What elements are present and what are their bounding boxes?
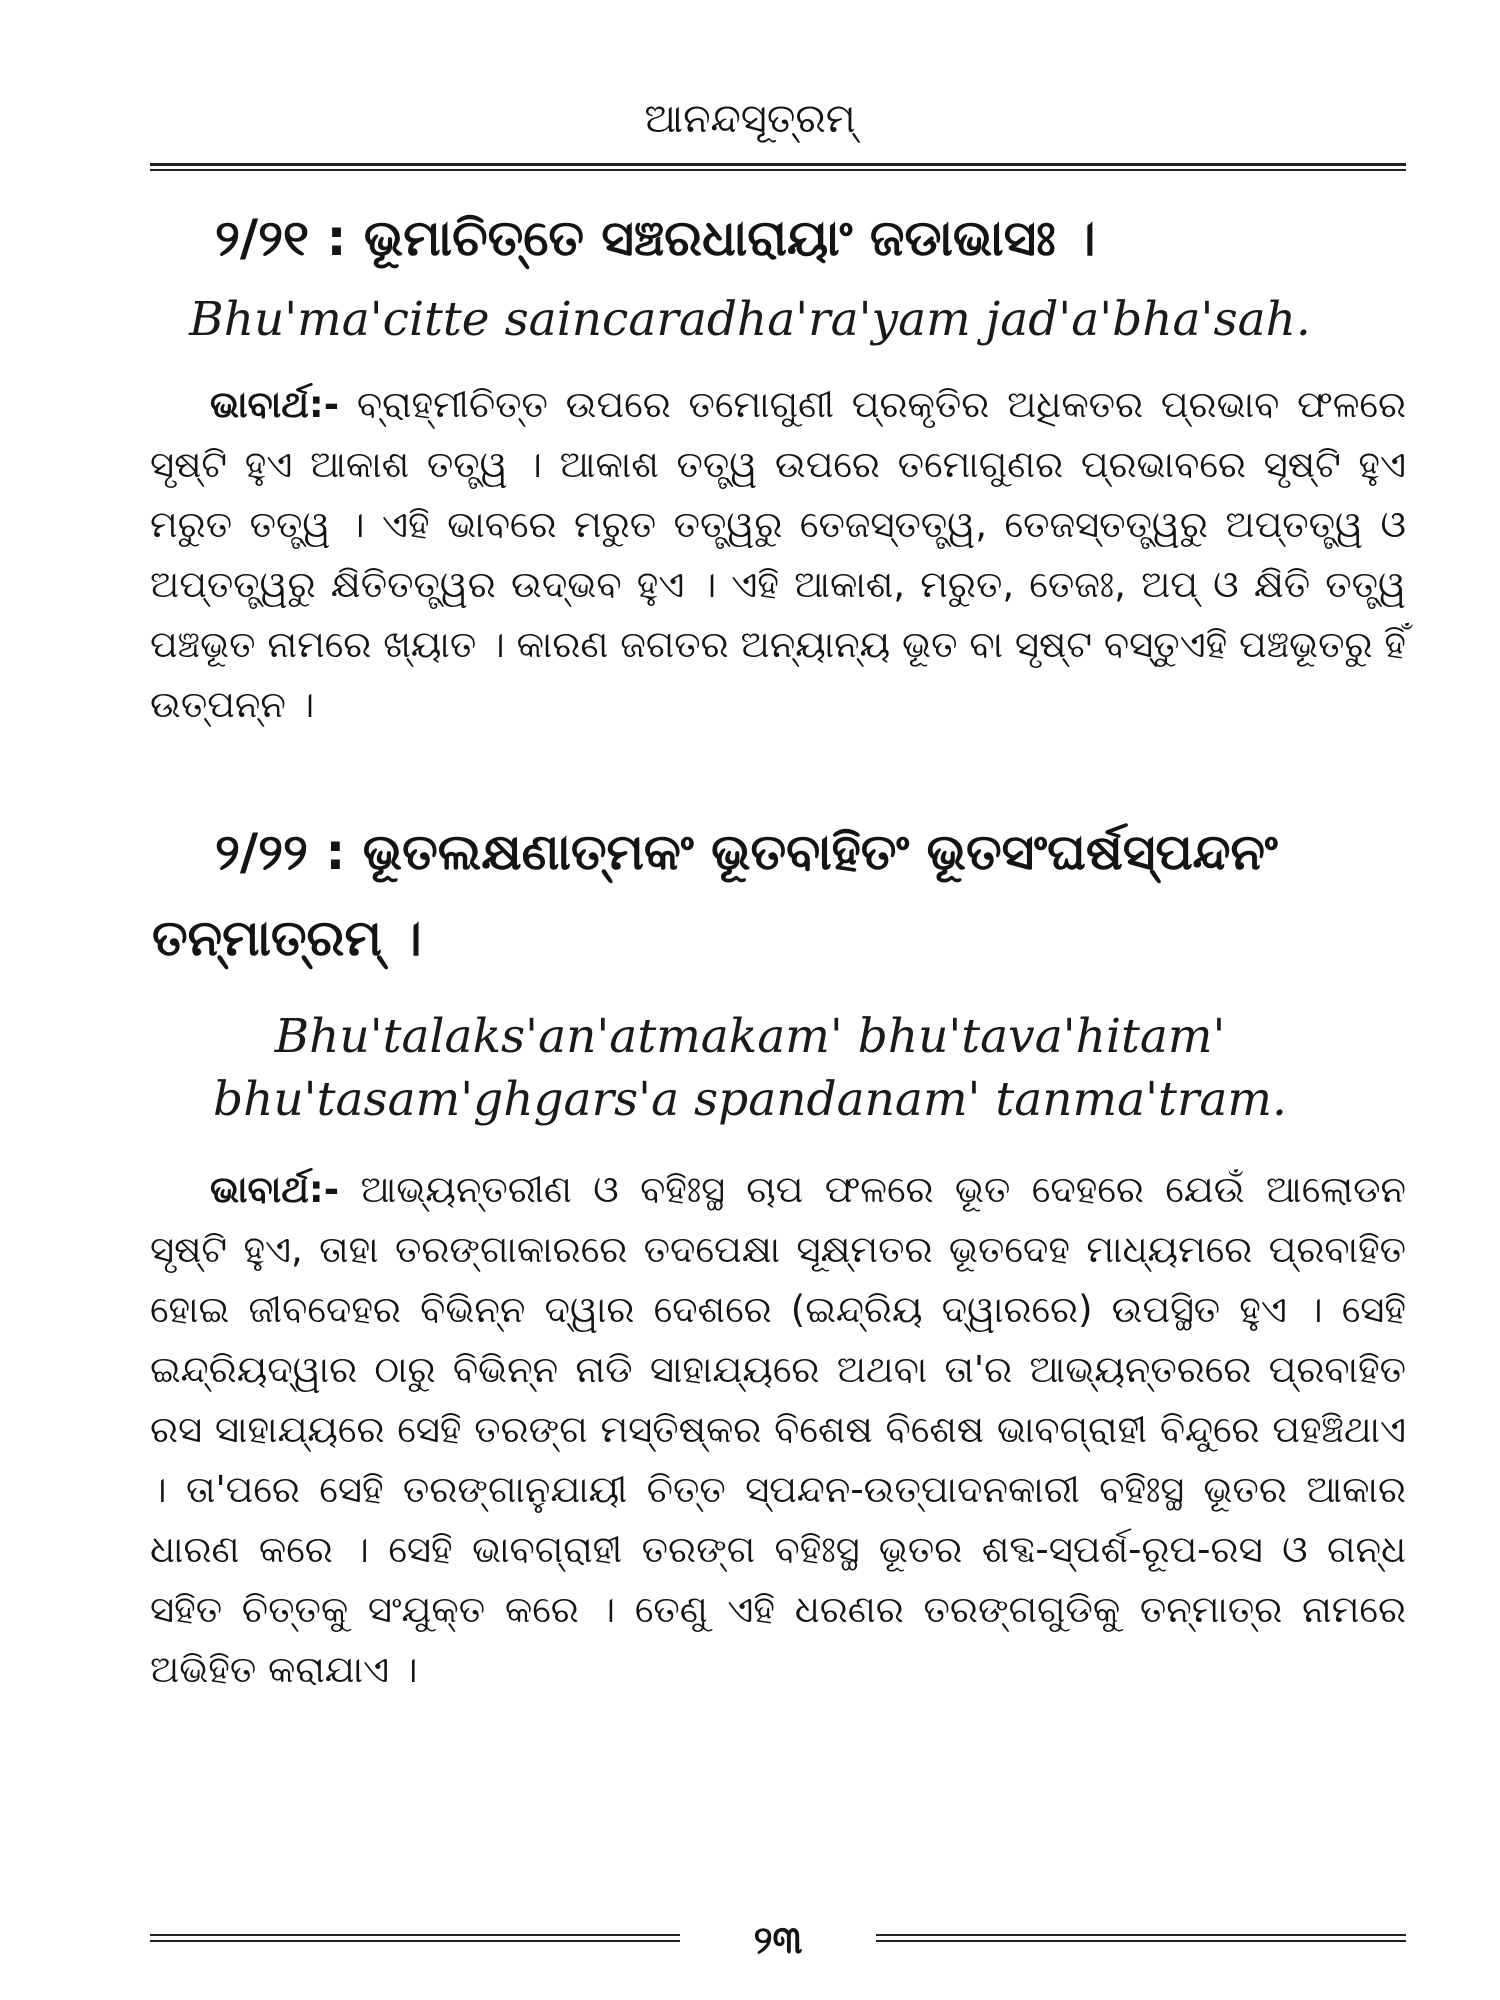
sutra-21-meaning bbox=[150, 375, 1406, 735]
sutra-22-heading-line1: ୨/୨୨ : ଭୂତଲକ୍ଷଣାତ୍ମକଂ ଭୂତବାହିତଂ ଭୂତସଂଘର୍ଷସ୍ପନ୍ଦନଂ bbox=[215, 823, 1278, 881]
sutra-21-transliteration: Bhu'ma'citte saincaradha'ra'yam jad'a'bha'sah. bbox=[189, 292, 1311, 347]
meaning-label: ଭାବାର୍ଥ:- bbox=[210, 383, 340, 426]
page-footer bbox=[150, 1920, 1406, 1960]
sutra-22-transliteration-line1: Bhu'talaks'an'atmakam' bhu'tava'hitam' bbox=[274, 1009, 1226, 1064]
sutra-22-meaning bbox=[150, 1160, 1406, 1700]
running-header: ଆନନ୍ଦସୂତ୍ରମ୍ bbox=[644, 96, 856, 142]
sutra-21-heading: ୨/୨୧ : ଭୂମାଚିତ୍ତେ ସଞ୍ଚରଧାରାୟାଂ ଜଡାଭାସଃ । bbox=[215, 209, 1096, 267]
header-double-rule bbox=[150, 163, 1406, 175]
footer-rule-left bbox=[150, 1934, 680, 1944]
meaning-label: ଭାବାର୍ଥ:- bbox=[210, 1168, 340, 1211]
sutra-22-transliteration-line2: bhu'tasam'ghgars'a spandanam' tanma'tram. bbox=[213, 1072, 1287, 1127]
page-number: ୨୩ bbox=[753, 1918, 803, 1962]
footer-rule-right bbox=[876, 1934, 1406, 1944]
meaning-text: ଆଭ୍ୟନ୍ତରୀଣ ଓ ବହିଃସ୍ଥ ଚାପ ଫଳରେ ଭୂତ ଦେହରେ ଯେଉଁ ଆଲୋଡନ ସୃଷ୍ଟି ହୁଏ, ତାହା ତରଙ୍ଗାକାରରେ ତଦପେକ୍ଷା ସୂକ୍ଷ୍ମତର ଭୂତଦେହ ମାଧ୍ୟମରେ ପ୍ରବାହିତ ହୋଇ ଜୀବଦେହର ବିଭିନ୍ନ ଦ୍ୱାର ଦେଶରେ (ଇନ୍ଦ୍ରିୟ ଦ୍ୱାରରେ) ଉପସ୍ଥିତ ହୁଏ । ସେହି ଇନ୍ଦ୍ରିୟଦ୍ୱାର ଠାରୁ ବିଭିନ୍ନ ନାଡି ସାହାଯ୍ୟରେ ଅଥବା ତା'ର ଆଭ୍ୟନ୍ତରରେ ପ୍ରବାହିତ ରସ ସାହାଯ୍ୟରେ ସେହି ତରଙ୍ଗ ମସ୍ତିଷ୍କର ବିଶେଷ ବିଶେଷ ଭାବଗ୍ରାହୀ ବିନ୍ଦୁରେ ପହଞ୍ଚିଥାଏ । ତା'ପରେ ସେହି ତରଙ୍ଗାନୁଯାୟୀ ଚିତ୍ତ ସ୍ପନ୍ଦନ-ଉତ୍ପାଦନକାରୀ ବହିଃସ୍ଥ ଭୂତର ଆକାର ଧାରଣ କରେ । ସେହି ଭାବଗ୍ରାହୀ ତରଙ୍ଗ ବହିଃସ୍ଥ ଭୂତର ଶବ୍ଦ-ସ୍ପର୍ଶ-ରୂପ-ରସ ଓ ଗନ୍ଧ ସହିତ ଚିତ୍ତକୁ ସଂଯୁକ୍ତ କରେ । ତେଣୁ ଏହି ଧରଣର ତରଙ୍ଗଗୁଡିକୁ ତନ୍ମାତ୍ର ନାମରେ ଅଭିହିତ କରାଯାଏ । bbox=[150, 1168, 1406, 1691]
sutra-22-heading-line2: ତନ୍ମାତ୍ରମ୍ । bbox=[152, 909, 422, 967]
meaning-text: ବ୍ରାହ୍ମୀଚିତ୍ତ ଉପରେ ତମୋଗୁଣୀ ପ୍ରକୃତିର ଅଧିକତର ପ୍ରଭାବ ଫଳରେ ସୃଷ୍ଟି ହୁଏ ଆକାଶ ତତ୍ତ୍ୱ । ଆକାଶ ତତ୍ତ୍ୱ ଉପରେ ତମୋଗୁଣର ପ୍ରଭାବରେ ସୃଷ୍ଟି ହୁଏ ମରୁତ ତତ୍ତ୍ୱ । ଏହି ଭାବରେ ମରୁତ ତତ୍ତ୍ୱରୁ ତେଜସ୍ତତ୍ତ୍ୱ, ତେଜସ୍ତତ୍ତ୍ୱରୁ ଅପ୍‌ତତ୍ତ୍ୱ ଓ ଅପ୍‌ତତ୍ତ୍ୱରୁ କ୍ଷିତିତତ୍ତ୍ୱର ଉଦ୍‌ଭବ ହୁଏ । ଏହି ଆକାଶ, ମରୁତ, ତେଜଃ, ଅପ୍ ଓ କ୍ଷିତି ତତ୍ତ୍ୱ ପଞ୍ଚଭୂତ ନାମରେ ଖ୍ୟାତ । କାରଣ ଜଗତର ଅନ୍ୟାନ୍ୟ ଭୂତ ବା ସୃଷ୍ଟ ବସ୍ତୁଏହି ପଞ୍ଚଭୂତରୁ ହିଁ ଉତ୍ପନ୍ନ । bbox=[150, 383, 1406, 726]
